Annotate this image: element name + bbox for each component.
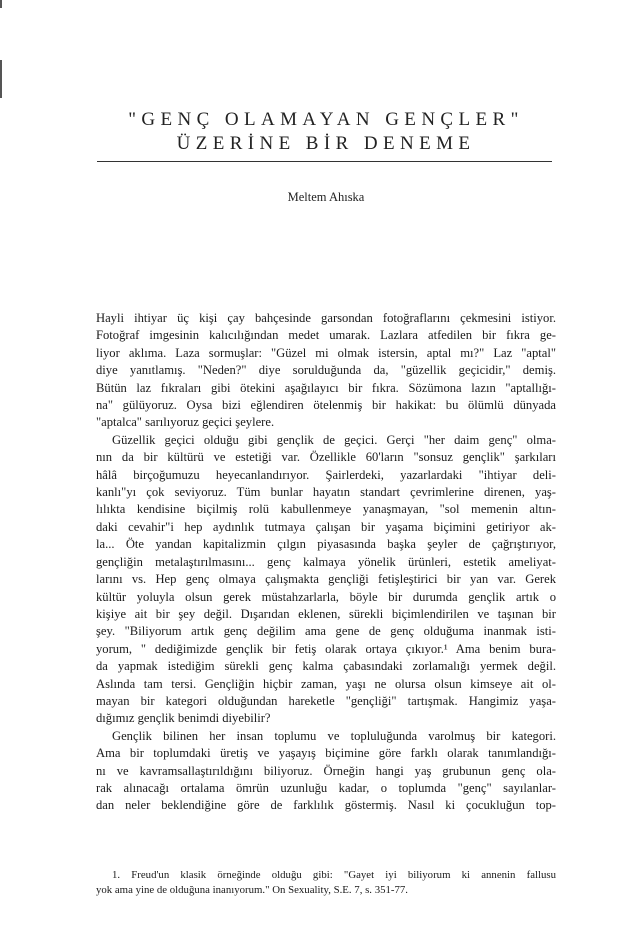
author-name: Meltem Ahıska bbox=[287, 190, 365, 204]
footnote bbox=[96, 868, 556, 898]
body-line: liyor aklıma. Laza sormuşlar: "Güzel mi olmak istersin, aptal mı?" Laz "aptal" bbox=[96, 345, 556, 360]
body-line: Bütün laz fıkraları gibi ötekini aşağılayıcı bir fıkra. Sözümona lazın "aptallığı- bbox=[96, 380, 556, 395]
page-edge-mark bbox=[0, 60, 2, 98]
article-title bbox=[96, 108, 556, 156]
body-line: "aptalca" sarılıyoruz geçici şeylere. bbox=[96, 415, 275, 430]
body-line: Aslında tam tersi. Gençliğin hiçbir zaman, yaşı ne olursa olsun kimseye ait ol- bbox=[96, 676, 556, 691]
body-line: nın da bir kültürü ve estetiği var. Özellikle 60'ların "sonsuz gençlik" şarkıları bbox=[96, 450, 556, 465]
body-line: la... Öte yandan kapitalizmin çılgın piyasasında başka şeyler de çağrıştırıyor, bbox=[96, 537, 556, 552]
body-line: diye yanıtlamış. "Neden?" diye sorulduğunda da, "güzellik geçicidir," demiş. bbox=[96, 363, 556, 378]
page-edge-mark bbox=[0, 0, 2, 8]
body-line: na" gülüyoruz. Oysa bizi eğlendiren ötelenmiş bir hakikat: bu ölümlü dünyada bbox=[96, 398, 556, 413]
body-line: kanlı"yı çok seviyoruz. Tüm bunlar hayatın standart çevrimlerine direnen, yaş- bbox=[96, 485, 556, 500]
body-line: daki cevahir"i hep aydınlık tutmaya çalışan bir yaşama biçimini getiriyor ak- bbox=[96, 519, 556, 534]
body-line: Fotoğraf imgesinin kalıcılığından medet umarak. Lazlara atfedilen bir fıkra ge- bbox=[96, 328, 556, 343]
body-line: nı ve kavramsallaştırıldığını biliyoruz. Örneğin hangi yaş grubunun genç ola- bbox=[96, 763, 556, 778]
body-line: Gençlik bilinen her insan toplumu ve topluluğunda varolmuş bir kategori. bbox=[112, 728, 556, 743]
title-line-2: ÜZERİNE BİR DENEME bbox=[176, 133, 476, 154]
body-line: yorum, " dediğimizde gençlik bir fetiş olarak ortaya çıkıyor.¹ Ama benim bura- bbox=[96, 641, 556, 656]
body-line: kişiye ait bir şey değil. Dışarıdan eklenen, sürekli biçimlendirilen ve taşınan bir bbox=[96, 606, 556, 621]
title-line-1: "GENÇ OLAMAYAN GENÇLER" bbox=[128, 109, 524, 130]
body-line: şey. "Biliyorum artık genç değilim ama gene de genç olduğuma inanmak isti- bbox=[96, 624, 556, 639]
footnote-line-2: yok ama yine de olduğuna inanıyorum." On Sexuality, S.E. 7, s. 351-77. bbox=[96, 884, 408, 896]
body-line: larını vs. Hep genç olmaya çalışmakta gençliği fetişleştirici bir yan var. Gerek bbox=[96, 572, 556, 587]
body-line: kültür yoluyla olsun gerek müstahzarlarla, böyle bir durumda gençlik artık o bbox=[96, 589, 556, 604]
body-line: da yapmak istediğim sürekli genç kalma çabasındaki zorlamalığı yermek değil. bbox=[96, 659, 556, 674]
body-line: Ama bir toplumdaki üretiş ve yaşayış biçimine göre farklı olarak tanımlandığı- bbox=[96, 746, 556, 761]
footnote-line-1: 1. Freud'un klasik örneğinde olduğu gibi: "Gayet iyi biliyorum ki annenin fallusu bbox=[112, 869, 556, 881]
body-line: hâlâ birçoğumuzu heyecanlandırıyor. Şairlerdeki, yazarlardaki "ihtiyar deli- bbox=[96, 467, 556, 482]
body-line: Hayli ihtiyar üç kişi çay bahçesinde garsondan fotoğraflarını çekmesini istiyor. bbox=[96, 311, 556, 325]
title-rule bbox=[97, 161, 552, 162]
body-line: gençliğin metalaştırılmasını... genç kalmaya yönelik ürünleri, estetik ameliyat- bbox=[96, 554, 556, 569]
body-line: rak alınacağı ortalama ömrün uzunluğu kadar, o toplumda "genç" sayılanlar- bbox=[96, 780, 556, 795]
body-line: dan neler beklendiğine göre de farklılık göstermiş. Nasıl ki çocukluğun top- bbox=[96, 798, 556, 813]
article-body bbox=[96, 310, 556, 815]
body-line: lılıkta kendisine biçilmiş rolü kabullenmeye yanaşmayan, "sol memenin altın- bbox=[96, 502, 556, 517]
body-line: mayan bir kategori olduğundan hareketle "gençliği" tartışmak. Hangimiz yaşa- bbox=[96, 693, 556, 708]
body-line: Güzellik geçici olduğu gibi gençlik de geçici. Gerçi "her daim genç" olma- bbox=[112, 432, 556, 447]
body-line: dığımız gençlik benimdi diyebilir? bbox=[96, 711, 271, 726]
